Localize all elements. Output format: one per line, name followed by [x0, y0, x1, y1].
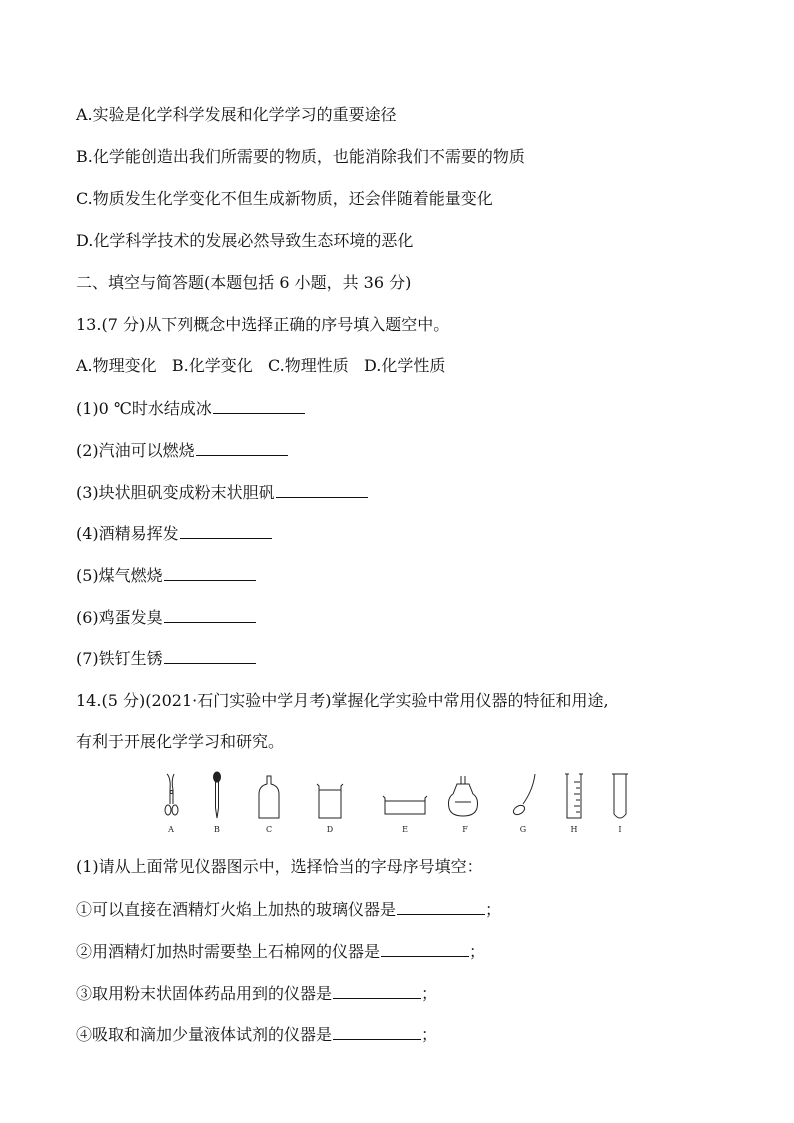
- crucible-tongs-icon: [165, 774, 178, 815]
- q13-item-text: (4)酒精易挥发: [76, 524, 179, 543]
- q14-blank-text: ③取用粉末状固体药品用到的仪器是: [76, 984, 333, 1003]
- instrument-label: G: [519, 825, 527, 834]
- q14-blank-text: ②用酒精灯加热时需要垫上石棉网的仪器是: [76, 942, 381, 961]
- q14-sub1: (1)请从上面常见仪器图示中，选择恰当的字母序号填空：: [76, 857, 483, 876]
- dropper-icon: [214, 772, 221, 818]
- answer-blank[interactable]: [164, 564, 256, 581]
- instrument-label: A: [168, 825, 174, 834]
- line-end-punct: ；: [421, 1025, 438, 1044]
- q13-item-text: (7)铁钉生锈: [76, 649, 163, 668]
- trough-icon: [383, 796, 427, 814]
- instrument-figure: [155, 770, 635, 836]
- option-a: A.实验是化学科学发展和化学学习的重要途径: [76, 105, 397, 124]
- q13-item: [76, 606, 256, 629]
- instrument-label: I: [618, 825, 622, 834]
- line-end-punct: ；: [485, 900, 502, 919]
- q13-item: [76, 647, 256, 670]
- q13-item: [76, 481, 368, 504]
- answer-blank[interactable]: [213, 397, 305, 414]
- option-c: C.物质发生化学变化不但生成新物质，还会伴随着能量变化: [76, 189, 493, 208]
- q13-item: [76, 522, 272, 545]
- q13-item: [76, 564, 256, 587]
- section-heading: 二、填空与简答题(本题包括 6 小题，共 36 分): [76, 273, 412, 292]
- q14-blank-text: ④吸取和滴加少量液体试剂的仪器是: [76, 1025, 333, 1044]
- option-b: B.化学能创造出我们所需要的物质，也能消除我们不需要的物质: [76, 147, 525, 166]
- q14-blank-item: [76, 1023, 437, 1046]
- test-tube-icon: [612, 774, 628, 818]
- answer-blank[interactable]: [333, 982, 421, 999]
- instrument-label: H: [570, 825, 578, 834]
- answer-blank[interactable]: [276, 481, 368, 498]
- q13-item-text: (1)0 ℃时水结成冰: [76, 399, 212, 418]
- option-d: D.化学科学技术的发展必然导致生态环境的恶化: [76, 231, 414, 250]
- q13-choices: A.物理变化 B.化学变化 C.物理性质 D.化学性质: [76, 356, 446, 375]
- instrument-label: F: [462, 825, 468, 834]
- reagent-bottle-icon: [259, 776, 279, 818]
- q13-item: [76, 397, 305, 420]
- medicine-spoon-icon: [512, 774, 535, 816]
- answer-blank[interactable]: [164, 606, 256, 623]
- line-end-punct: ；: [421, 984, 438, 1003]
- q14-stem-line2: 有利于开展化学学习和研究。: [76, 732, 285, 751]
- q13-stem: 13.(7 分)从下列概念中选择正确的序号填入题空中。: [76, 315, 450, 334]
- beaker-icon: [317, 784, 343, 818]
- q13-item-text: (5)煤气燃烧: [76, 566, 163, 585]
- answer-blank[interactable]: [333, 1023, 421, 1040]
- graduated-cylinder-icon: [565, 774, 583, 818]
- instrument-label: B: [214, 825, 220, 834]
- q14-blank-item: [76, 982, 437, 1005]
- q14-blank-item: [76, 940, 485, 963]
- answer-blank[interactable]: [180, 522, 272, 539]
- q14-blank-text: ①可以直接在酒精灯火焰上加热的玻璃仪器是: [76, 900, 397, 919]
- answer-blank[interactable]: [397, 898, 485, 915]
- q14-blank-item: [76, 898, 501, 921]
- line-end-punct: ；: [469, 942, 486, 961]
- q13-item: [76, 439, 288, 462]
- q13-item-text: (2)汽油可以燃烧: [76, 441, 195, 460]
- answer-blank[interactable]: [381, 940, 469, 957]
- answer-blank[interactable]: [164, 647, 256, 664]
- q14-stem-line1: 14.(5 分)(2021·石门实验中学月考)掌握化学实验中常用仪器的特征和用途,: [76, 691, 609, 710]
- alcohol-lamp-icon: [449, 776, 478, 816]
- instrument-label: C: [265, 825, 273, 834]
- q13-item-text: (6)鸡蛋发臭: [76, 608, 163, 627]
- q13-item-text: (3)块状胆矾变成粉末状胆矾: [76, 483, 275, 502]
- answer-blank[interactable]: [196, 439, 288, 456]
- instrument-label: D: [326, 825, 334, 834]
- instrument-label: E: [402, 825, 408, 834]
